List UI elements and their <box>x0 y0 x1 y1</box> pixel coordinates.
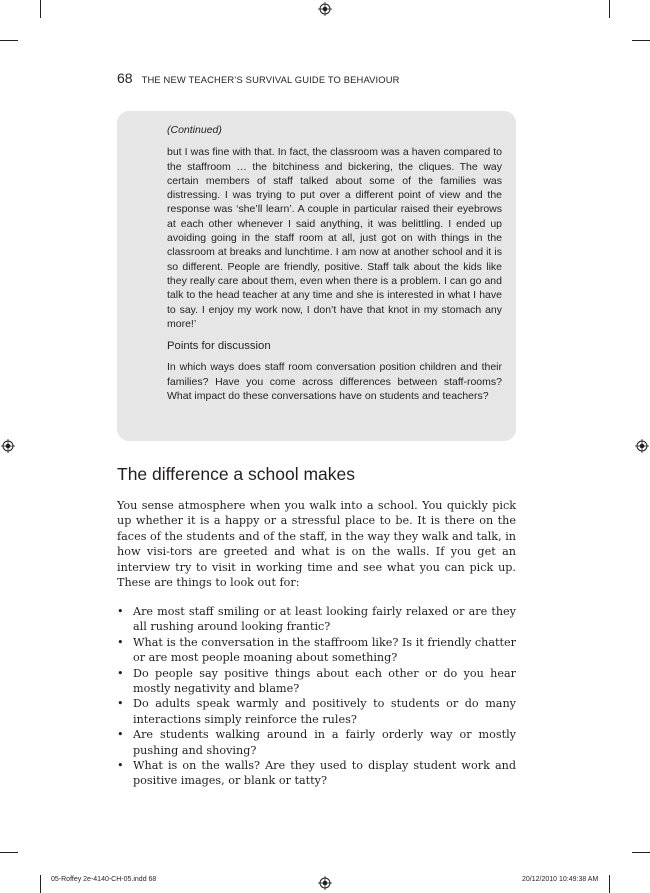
bullet-icon: • <box>117 635 124 649</box>
list-item-text: Do adults speak warmly and positively to students or do many interactions simply reinforce the rules? <box>133 697 516 726</box>
running-title: THE NEW TEACHER’S SURVIVAL GUIDE TO BEHAVIOUR <box>141 74 400 85</box>
bullet-icon: • <box>117 697 124 711</box>
print-timestamp: 20/12/2010 10:49:38 AM <box>522 876 599 883</box>
list-item <box>117 696 516 727</box>
registration-mark-icon <box>635 439 649 453</box>
crop-mark <box>40 875 41 893</box>
page-number: 68 <box>117 70 133 86</box>
list-item-text: What is on the walls? Are they used to display student work and positive images, or blank or tatty? <box>133 759 516 788</box>
list-item-text: Do people say positive things about each other or do you hear mostly negativity and blame? <box>133 666 516 696</box>
discussion-text: In which ways does staff room conversation position children and their families? Have you come across differences between staff-rooms? What impact do these conversations have on students and teachers? <box>167 361 502 403</box>
registration-mark-icon <box>1 439 15 453</box>
file-info: 05-Roffey 2e-4140-CH-05.indd 68 <box>51 876 157 883</box>
list-item-text: Are most staff smiling or at least looking fairly relaxed or are they all rushing around looking frantic? <box>133 605 516 634</box>
crop-mark <box>609 875 610 893</box>
case-study-paragraph: but I was fine with that. In fact, the classroom was a haven compared to the staffroom … the bitchiness and bickering, the cliques. The way certain members of staff talked about some of the families was distressing. I was trying to put over a different point of view and the response was ‘she’ll learn’. A couple in particular raised their eyebrows at each other whenever I said anything, it was belittling. I ended up avoiding going in the staff room at all, just got on with things in the classroom at breaks and lunchtime. I am now at another school and it is so different. People are friendly, positive. Staff talk about the kids like they really care about them, even when there is a problem. I can go and talk to the head teacher at any time and she is interested in what I have to say. I enjoy my work now, I don’t have that knot in my stomach any more!’ <box>167 146 502 330</box>
registration-mark-icon <box>318 2 332 16</box>
crop-mark <box>0 40 18 41</box>
list-item <box>117 604 516 635</box>
discussion-heading: Points for discussion <box>167 340 271 353</box>
case-study-box <box>117 111 516 441</box>
list-item-text: Are students walking around in a fairly orderly way or mostly pushing and shoving? <box>133 728 516 757</box>
crop-mark <box>632 40 650 41</box>
list-item-text: What is the conversation in the staffroom like? Is it friendly chatter or are most people moaning about something? <box>133 635 516 665</box>
crop-mark <box>632 852 650 853</box>
running-header <box>117 70 400 86</box>
crop-mark <box>0 852 18 853</box>
crop-mark <box>40 0 41 18</box>
bullet-icon: • <box>117 605 124 618</box>
section-title: The difference a school makes <box>117 464 356 484</box>
bullet-icon: • <box>117 759 124 773</box>
registration-mark-icon <box>318 876 332 890</box>
list-item <box>117 635 516 666</box>
intro-paragraph: You sense atmosphere when you walk into a school. You quickly pick up whether it is a happy or a stressful place to be. It is there on the faces of the students and of the staff, in the way they walk and talk, in how visi-tors are greeted and what is on the walls. If you get an interview try to visit in working time and see what you can pick up. These are things to look out for: <box>117 499 516 590</box>
bullet-list <box>117 604 516 789</box>
case-study-content <box>167 123 502 411</box>
list-item <box>117 758 516 789</box>
crop-mark <box>609 0 610 18</box>
continued-label: (Continued) <box>167 124 222 136</box>
bullet-icon: • <box>117 666 124 680</box>
bullet-icon: • <box>117 728 124 742</box>
list-item <box>117 666 516 697</box>
list-item <box>117 727 516 758</box>
